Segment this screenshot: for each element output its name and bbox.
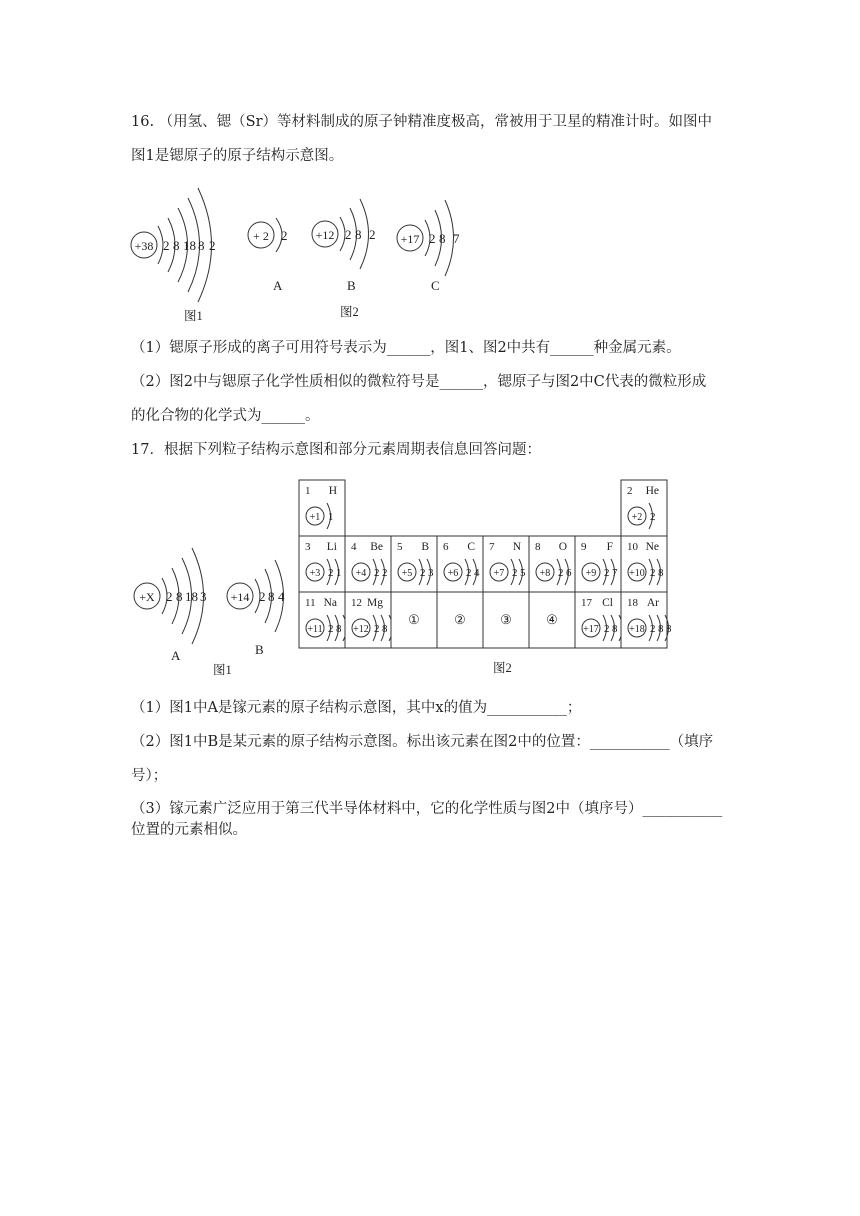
q16-fig2-a-diagram	[248, 218, 288, 293]
element-cell	[391, 536, 437, 592]
q17-fig1-a-diagram	[134, 548, 207, 663]
element-symbol: He	[645, 485, 659, 497]
element-nucleus: +10	[629, 568, 645, 579]
element-cell	[621, 536, 667, 592]
q17-fig1-b-label: B	[255, 642, 264, 657]
element-cell	[483, 536, 529, 592]
element-symbol: F	[606, 541, 613, 553]
element-cell	[345, 536, 391, 592]
q17-fig1-b-electron-2: 8	[268, 589, 275, 604]
element-symbol: Ar	[646, 597, 659, 609]
blank-cell	[529, 592, 575, 648]
element-cell	[437, 536, 483, 592]
q16-fig2-b-label: B	[347, 278, 356, 293]
q16-sub1: （1）锶原子形成的离子可用符号表示为______，图1、图2中共有______种金属元素。	[131, 340, 681, 356]
q17-sub2-line-1: （2）图1中B是某元素的原子结构示意图。标出该元素在图2中的位置：___________（填序	[131, 734, 714, 750]
q17-sub3-line-2: 位置的元素相似。	[131, 822, 247, 838]
q17-fig2-periodic-table	[299, 480, 672, 648]
q17-fig1-b-electron-3: 4	[278, 589, 285, 604]
q17-sub1: （1）图1中A是镓元素的原子结构示意图，其中x的值为___________；	[131, 700, 582, 716]
element-number: 12	[351, 597, 362, 609]
element-number: 5	[397, 541, 403, 553]
element-cell	[345, 592, 396, 648]
element-electron-count: 2	[374, 623, 380, 635]
q16-sub2-line-1: （2）图2中与锶原子化学性质相似的微粒符号是______，锶原子与图2中C代表的微粒形成	[131, 374, 707, 390]
element-electron-count: 8	[382, 623, 388, 635]
element-electron-count: 1	[328, 511, 334, 523]
element-electron-count: 7	[612, 567, 618, 579]
element-electron-count: 2	[328, 567, 334, 579]
element-nucleus: +18	[629, 624, 645, 635]
element-cell	[529, 536, 575, 592]
element-cell	[299, 480, 345, 536]
element-electron-count: 2	[328, 623, 334, 635]
blank-cell	[437, 592, 483, 648]
element-number: 3	[305, 541, 311, 553]
blank-cell	[483, 592, 529, 648]
element-symbol: Cl	[602, 597, 613, 609]
q16-fig1-nucleus-label: +38	[134, 239, 154, 253]
q17-sub3-line-1: （3）镓元素广泛应用于第三代半导体材料中，它的化学性质与图2中（填序号）___________	[131, 801, 723, 817]
q16-fig1-electron-5: 2	[209, 238, 216, 253]
element-symbol: Ne	[645, 541, 659, 553]
q16-fig2-b-electron-1: 2	[345, 227, 352, 242]
element-nucleus: +11	[307, 624, 323, 635]
blank-cell-marker: ④	[546, 612, 558, 627]
q17-fig2-caption: 图2	[493, 661, 512, 675]
element-symbol: O	[558, 541, 567, 553]
q16-fig2-c-label: C	[431, 278, 440, 293]
q16-fig1-electron-1: 2	[163, 238, 170, 253]
q16-fig2-b-nucleus: +12	[315, 228, 335, 242]
q16-fig2-b-diagram	[312, 199, 376, 293]
element-electron-count: 2	[650, 623, 656, 635]
q16-fig1-caption: 图1	[184, 309, 203, 323]
q17-fig1-b-diagram	[227, 560, 285, 657]
element-electron-count: 8	[666, 623, 672, 635]
element-symbol: Na	[323, 597, 337, 609]
q17-fig1-caption: 图1	[213, 663, 232, 677]
element-electron-count: 6	[566, 567, 572, 579]
element-nucleus: +8	[539, 568, 551, 579]
element-symbol: H	[328, 485, 337, 497]
element-cell	[621, 480, 667, 536]
element-cell	[575, 592, 626, 648]
q17-fig1-a-electron-3: 18	[185, 589, 198, 604]
element-cell	[299, 536, 345, 592]
q16-fig2-a-label: A	[273, 278, 283, 293]
element-electron-count: 8	[658, 623, 664, 635]
element-electron-count: 2	[512, 567, 518, 579]
element-number: 11	[305, 597, 316, 609]
element-number: 1	[305, 485, 311, 497]
element-number: 17	[581, 597, 592, 609]
q16-fig2-a-electron-1: 2	[281, 228, 288, 243]
q16-fig2-c-electron-3: 7	[453, 231, 460, 246]
q17-fig1-b-electron-1: 2	[259, 589, 266, 604]
element-electron-count: 4	[474, 567, 480, 579]
q16-fig1-electron-4: 8	[198, 238, 205, 253]
element-symbol: B	[421, 541, 429, 553]
element-nucleus: +7	[493, 568, 505, 579]
element-number: 8	[535, 541, 541, 553]
blank-cell-marker: ①	[408, 612, 420, 627]
element-symbol: Li	[326, 541, 337, 553]
element-electron-count: 8	[658, 567, 664, 579]
element-nucleus: +4	[355, 568, 367, 579]
q16-fig2-caption: 图2	[340, 305, 359, 319]
q16-sub2-line-2: 的化合物的化学式为______。	[131, 408, 320, 424]
element-electron-count: 1	[336, 567, 342, 579]
element-nucleus: +2	[631, 512, 643, 523]
q17-fig1-a-label: A	[171, 648, 181, 663]
element-nucleus: +9	[585, 568, 597, 579]
element-number: 4	[351, 541, 357, 553]
element-electron-count: 5	[520, 567, 526, 579]
element-cell	[299, 592, 350, 648]
element-number: 2	[627, 485, 633, 497]
element-electron-count: 2	[420, 567, 426, 579]
element-electron-count: 2	[466, 567, 472, 579]
element-symbol: C	[467, 541, 475, 553]
element-number: 9	[581, 541, 587, 553]
q16-fig2-c-electron-1: 2	[429, 231, 436, 246]
element-cell	[621, 592, 672, 648]
q16-fig2-a-nucleus: + 2	[253, 229, 269, 243]
element-cell	[575, 536, 621, 592]
element-electron-count: 2	[558, 567, 564, 579]
element-symbol: Mg	[367, 597, 383, 609]
q17-fig1-a-nucleus: +X	[139, 590, 155, 604]
q17-fig1-b-nucleus: +14	[230, 590, 250, 604]
element-electron-count: 2	[382, 567, 388, 579]
q16-intro-line-1: 16. （用氢、锶（Sr）等材料制成的原子钟精准度极高，常被用于卫星的精准计时。如图中	[131, 114, 713, 130]
element-nucleus: +12	[353, 624, 369, 635]
q17-fig1-a-electron-1: 2	[166, 589, 173, 604]
q17-fig1-a-electron-2: 8	[176, 589, 183, 604]
q16-fig2-b-electron-2: 8	[355, 227, 362, 242]
q17-figures	[0, 470, 860, 685]
q16-fig1-electron-3: 18	[183, 238, 196, 253]
q16-figures	[0, 0, 860, 330]
element-nucleus: +6	[447, 568, 459, 579]
element-electron-count: 8	[612, 623, 618, 635]
q16-fig2-c-nucleus: +17	[400, 232, 420, 246]
element-electron-count: 3	[428, 567, 434, 579]
blank-cell	[391, 592, 437, 648]
element-number: 6	[443, 541, 449, 553]
blank-cell-marker: ③	[500, 612, 512, 627]
element-nucleus: +1	[309, 512, 321, 523]
element-electron-count: 8	[336, 623, 342, 635]
q17-intro: 17．根据下列粒子结构示意图和部分元素周期表信息回答问题：	[131, 442, 541, 458]
element-electron-count: 2	[374, 567, 380, 579]
element-number: 18	[627, 597, 638, 609]
element-number: 7	[489, 541, 495, 553]
element-electron-count: 2	[650, 511, 656, 523]
element-symbol: Be	[370, 541, 383, 553]
blank-cell-marker: ②	[454, 612, 466, 627]
q16-fig2-c-diagram	[397, 200, 460, 293]
element-nucleus: +17	[583, 624, 599, 635]
q16-intro-line-2: 图1是锶原子的原子结构示意图。	[131, 148, 344, 164]
element-electron-count: 2	[604, 623, 610, 635]
element-electron-count: 2	[604, 567, 610, 579]
element-symbol: N	[512, 541, 521, 553]
q16-fig1-electron-2: 8	[173, 238, 180, 253]
q16-fig1-sr-atom-diagram	[131, 188, 216, 302]
element-nucleus: +3	[309, 568, 321, 579]
q16-fig2-c-electron-2: 8	[439, 231, 446, 246]
element-nucleus: +5	[401, 568, 413, 579]
element-electron-count: 2	[650, 567, 656, 579]
element-number: 10	[627, 541, 638, 553]
q16-fig2-b-electron-3: 2	[369, 227, 376, 242]
q17-sub2-line-2: 号）；	[131, 768, 168, 784]
q17-fig1-a-electron-4: 3	[200, 589, 207, 604]
